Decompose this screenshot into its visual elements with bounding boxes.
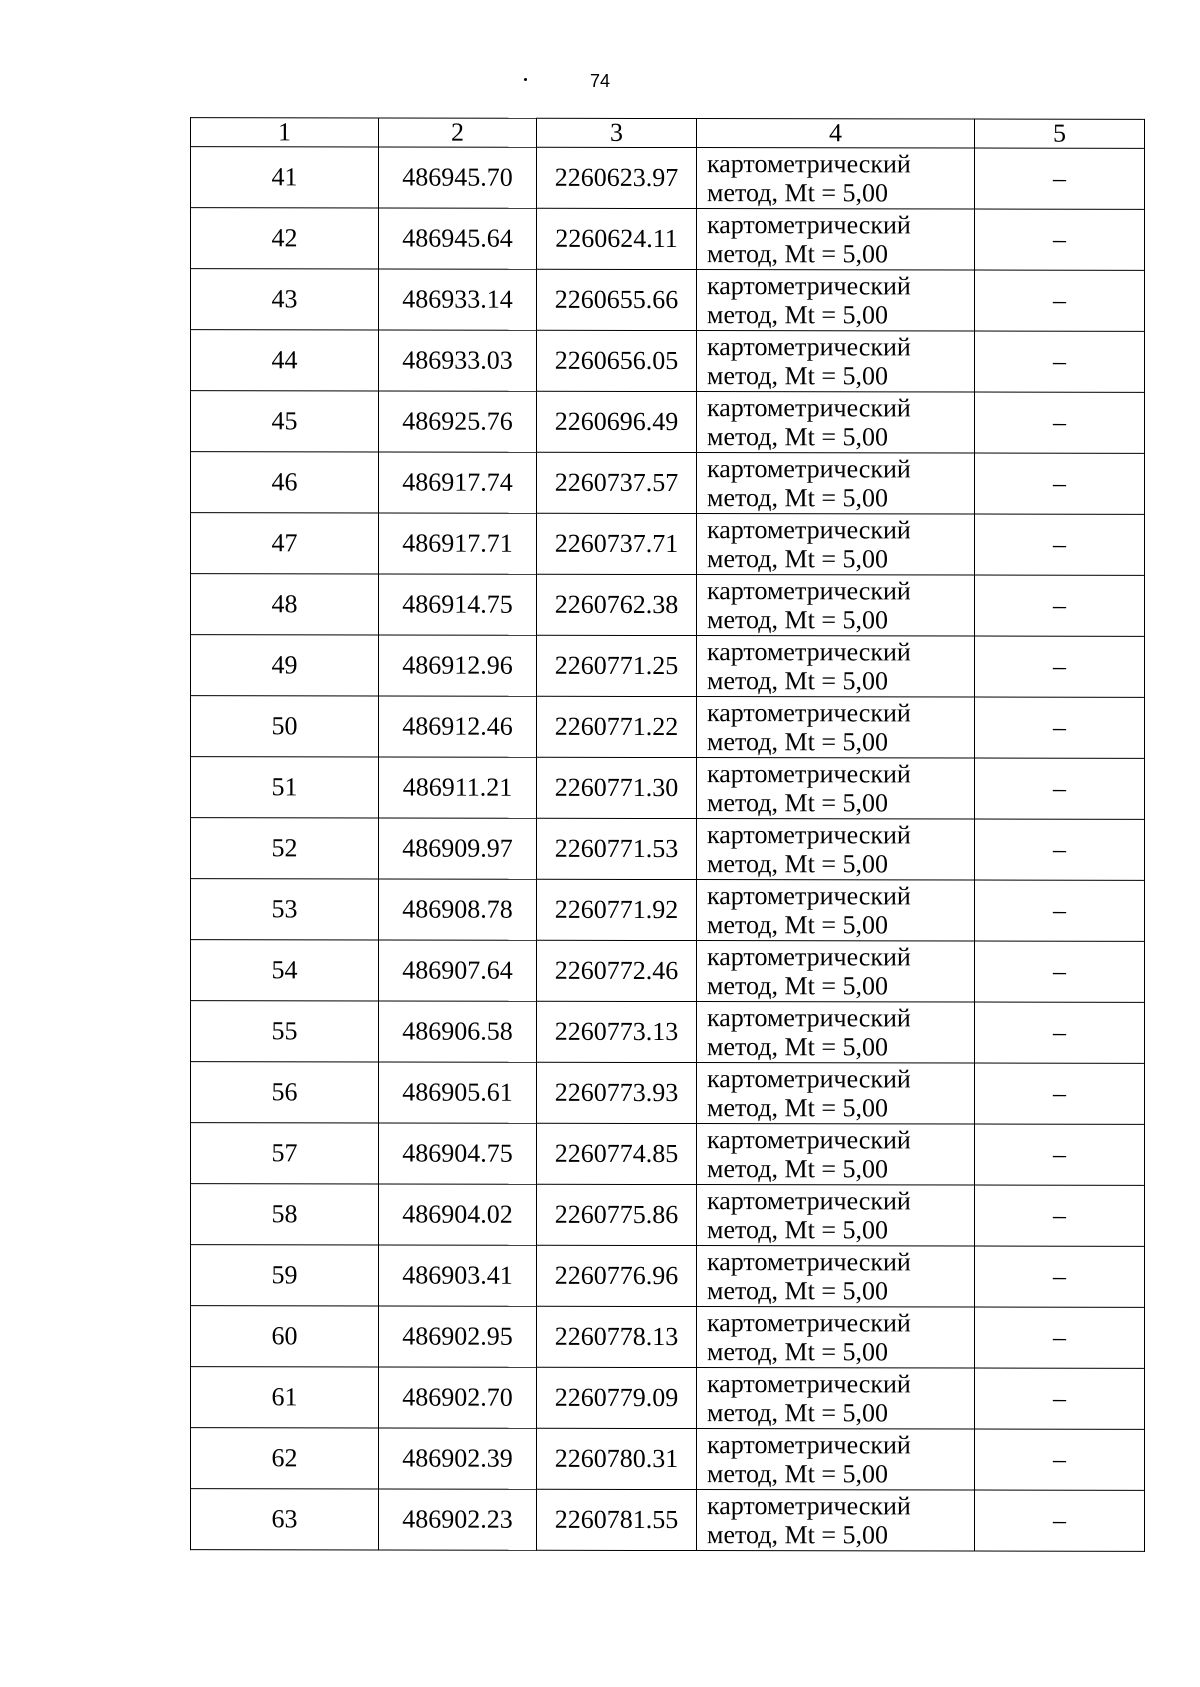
- method-line-2: метод, Mt = 5,00: [707, 361, 888, 391]
- x-coordinate-cell: 486917.74: [379, 452, 537, 513]
- method-cell: [697, 1185, 975, 1246]
- y-coordinate-cell: 2260623.97: [537, 147, 697, 208]
- method-line-2: метод, Mt = 5,00: [707, 1154, 888, 1184]
- y-coordinate-cell: 2260772.46: [537, 940, 697, 1001]
- y-coordinate-cell: 2260779.09: [537, 1367, 697, 1428]
- method-cell: [697, 1429, 975, 1490]
- point-number-cell: 50: [191, 696, 379, 757]
- method-line-2: метод, Mt = 5,00: [707, 1398, 888, 1428]
- column-5-cell: –: [975, 636, 1145, 697]
- y-coordinate-cell: 2260771.53: [537, 818, 697, 879]
- method-cell: [697, 270, 975, 331]
- header-col-2: 2: [379, 118, 537, 147]
- method-cell: [697, 941, 975, 1002]
- table-row: [191, 1489, 1145, 1552]
- column-5-cell: –: [975, 392, 1145, 453]
- x-coordinate-cell: 486917.71: [379, 513, 537, 574]
- point-number-cell: 46: [191, 452, 379, 513]
- table-row: [191, 269, 1145, 332]
- table-row: [191, 635, 1145, 698]
- x-coordinate-cell: 486912.96: [379, 635, 537, 696]
- y-coordinate-cell: 2260774.85: [537, 1123, 697, 1184]
- header-col-4: 4: [697, 119, 975, 148]
- header-col-1: 1: [191, 118, 379, 147]
- method-cell: [697, 636, 975, 697]
- point-number-cell: 55: [191, 1001, 379, 1062]
- table-row: [191, 940, 1145, 1003]
- method-cell: [697, 819, 975, 880]
- y-coordinate-cell: 2260775.86: [537, 1184, 697, 1245]
- method-line-2: метод, Mt = 5,00: [707, 849, 888, 879]
- method-cell: [697, 1368, 975, 1429]
- point-number-cell: 42: [191, 208, 379, 269]
- point-number-cell: 52: [191, 818, 379, 879]
- method-cell: [697, 1063, 975, 1124]
- point-number-cell: 54: [191, 940, 379, 1001]
- method-line-2: метод, Mt = 5,00: [707, 483, 888, 513]
- method-line-1: картометрический: [707, 942, 911, 972]
- x-coordinate-cell: 486945.64: [379, 208, 537, 269]
- x-coordinate-cell: 486904.02: [379, 1184, 537, 1245]
- method-line-2: метод, Mt = 5,00: [707, 727, 888, 757]
- table-row: [191, 1367, 1145, 1430]
- method-line-2: метод, Mt = 5,00: [707, 300, 888, 330]
- method-line-1: картометрический: [707, 1064, 911, 1094]
- table-header-row: [191, 118, 1145, 149]
- y-coordinate-cell: 2260655.66: [537, 269, 697, 330]
- method-line-2: метод, Mt = 5,00: [707, 1459, 888, 1489]
- x-coordinate-cell: 486905.61: [379, 1062, 537, 1123]
- point-number-cell: 44: [191, 330, 379, 391]
- y-coordinate-cell: 2260771.22: [537, 696, 697, 757]
- method-line-2: метод, Mt = 5,00: [707, 971, 888, 1001]
- method-line-2: метод, Mt = 5,00: [707, 1520, 888, 1550]
- point-number-cell: 41: [191, 147, 379, 208]
- column-5-cell: –: [975, 819, 1145, 880]
- x-coordinate-cell: 486906.58: [379, 1001, 537, 1062]
- method-line-1: картометрический: [707, 271, 911, 301]
- column-5-cell: –: [975, 697, 1145, 758]
- method-line-1: картометрический: [707, 210, 911, 240]
- x-coordinate-cell: 486911.21: [379, 757, 537, 818]
- point-number-cell: 56: [191, 1062, 379, 1123]
- method-cell: [697, 392, 975, 453]
- y-coordinate-cell: 2260696.49: [537, 391, 697, 452]
- method-cell: [697, 1124, 975, 1185]
- point-number-cell: 47: [191, 513, 379, 574]
- table-row: [191, 1001, 1145, 1064]
- method-line-1: картометрический: [707, 1369, 911, 1399]
- table-row: [191, 1062, 1145, 1125]
- column-5-cell: –: [975, 1368, 1145, 1429]
- x-coordinate-cell: 486907.64: [379, 940, 537, 1001]
- method-line-1: картометрический: [707, 393, 911, 423]
- y-coordinate-cell: 2260776.96: [537, 1245, 697, 1306]
- x-coordinate-cell: 486933.03: [379, 330, 537, 391]
- method-line-1: картометрический: [707, 576, 911, 606]
- method-line-1: картометрический: [707, 637, 911, 667]
- column-5-cell: –: [975, 941, 1145, 1002]
- method-cell: [697, 1002, 975, 1063]
- table-row: [191, 1428, 1145, 1491]
- point-number-cell: 51: [191, 757, 379, 818]
- x-coordinate-cell: 486902.95: [379, 1306, 537, 1367]
- method-line-1: картометрический: [707, 1125, 911, 1155]
- header-col-3: 3: [537, 118, 697, 147]
- point-number-cell: 45: [191, 391, 379, 452]
- x-coordinate-cell: 486925.76: [379, 391, 537, 452]
- method-cell: [697, 1246, 975, 1307]
- y-coordinate-cell: 2260771.92: [537, 879, 697, 940]
- table-row: [191, 513, 1145, 576]
- method-line-1: картометрический: [707, 1491, 911, 1521]
- x-coordinate-cell: 486909.97: [379, 818, 537, 879]
- method-cell: [697, 575, 975, 636]
- point-number-cell: 53: [191, 879, 379, 940]
- y-coordinate-cell: 2260737.57: [537, 452, 697, 513]
- y-coordinate-cell: 2260773.13: [537, 1001, 697, 1062]
- method-cell: [697, 697, 975, 758]
- method-line-2: метод, Mt = 5,00: [707, 422, 888, 452]
- table-row: [191, 147, 1145, 210]
- column-5-cell: –: [975, 148, 1145, 209]
- coordinates-table: [190, 117, 1145, 1552]
- method-line-2: метод, Mt = 5,00: [707, 178, 888, 208]
- method-cell: [697, 1490, 975, 1551]
- x-coordinate-cell: 486904.75: [379, 1123, 537, 1184]
- table-row: [191, 818, 1145, 881]
- x-coordinate-cell: 486908.78: [379, 879, 537, 940]
- method-line-1: картометрический: [707, 1186, 911, 1216]
- y-coordinate-cell: 2260780.31: [537, 1428, 697, 1489]
- method-line-1: картометрический: [707, 1247, 911, 1277]
- table-row: [191, 757, 1145, 820]
- column-5-cell: –: [975, 1490, 1145, 1551]
- point-number-cell: 63: [191, 1489, 379, 1550]
- column-5-cell: –: [975, 880, 1145, 941]
- method-line-1: картометрический: [707, 1003, 911, 1033]
- table-row: [191, 452, 1145, 515]
- point-number-cell: 49: [191, 635, 379, 696]
- method-cell: [697, 148, 975, 209]
- table-row: [191, 208, 1145, 271]
- method-cell: [697, 880, 975, 941]
- method-cell: [697, 331, 975, 392]
- point-number-cell: 60: [191, 1306, 379, 1367]
- column-5-cell: –: [975, 453, 1145, 514]
- method-line-1: картометрический: [707, 759, 911, 789]
- method-line-1: картометрический: [707, 1430, 911, 1460]
- method-line-2: метод, Mt = 5,00: [707, 666, 888, 696]
- table-row: [191, 330, 1145, 393]
- y-coordinate-cell: 2260771.30: [537, 757, 697, 818]
- table-row: [191, 391, 1145, 454]
- column-5-cell: –: [975, 209, 1145, 270]
- column-5-cell: –: [975, 270, 1145, 331]
- point-number-cell: 57: [191, 1123, 379, 1184]
- x-coordinate-cell: 486945.70: [379, 147, 537, 208]
- column-5-cell: –: [975, 1246, 1145, 1307]
- method-cell: [697, 453, 975, 514]
- column-5-cell: –: [975, 1185, 1145, 1246]
- table-row: [191, 879, 1145, 942]
- column-5-cell: –: [975, 1124, 1145, 1185]
- column-5-cell: –: [975, 1429, 1145, 1490]
- header-col-5: 5: [975, 119, 1145, 148]
- method-cell: [697, 514, 975, 575]
- table-row: [191, 696, 1145, 759]
- method-line-1: картометрический: [707, 454, 911, 484]
- method-line-1: картометрический: [707, 698, 911, 728]
- method-line-2: метод, Mt = 5,00: [707, 544, 888, 574]
- y-coordinate-cell: 2260773.93: [537, 1062, 697, 1123]
- method-line-2: метод, Mt = 5,00: [707, 239, 888, 269]
- point-number-cell: 48: [191, 574, 379, 635]
- method-line-1: картометрический: [707, 820, 911, 850]
- x-coordinate-cell: 486902.70: [379, 1367, 537, 1428]
- column-5-cell: –: [975, 514, 1145, 575]
- point-number-cell: 58: [191, 1184, 379, 1245]
- column-5-cell: –: [975, 1307, 1145, 1368]
- y-coordinate-cell: 2260624.11: [537, 208, 697, 269]
- method-cell: [697, 1307, 975, 1368]
- table-row: [191, 1245, 1145, 1308]
- x-coordinate-cell: 486903.41: [379, 1245, 537, 1306]
- column-5-cell: –: [975, 1063, 1145, 1124]
- table-row: [191, 1184, 1145, 1247]
- column-5-cell: –: [975, 575, 1145, 636]
- y-coordinate-cell: 2260778.13: [537, 1306, 697, 1367]
- method-line-2: метод, Mt = 5,00: [707, 1093, 888, 1123]
- method-line-1: картометрический: [707, 332, 911, 362]
- method-line-2: метод, Mt = 5,00: [707, 1215, 888, 1245]
- table-body: [191, 147, 1145, 1552]
- point-number-cell: 61: [191, 1367, 379, 1428]
- point-number-cell: 62: [191, 1428, 379, 1489]
- scan-artifact-dot: [524, 78, 527, 81]
- x-coordinate-cell: 486912.46: [379, 696, 537, 757]
- method-line-2: метод, Mt = 5,00: [707, 1337, 888, 1367]
- method-line-1: картометрический: [707, 149, 911, 179]
- method-line-2: метод, Mt = 5,00: [707, 788, 888, 818]
- method-cell: [697, 758, 975, 819]
- y-coordinate-cell: 2260656.05: [537, 330, 697, 391]
- method-line-2: метод, Mt = 5,00: [707, 1032, 888, 1062]
- y-coordinate-cell: 2260781.55: [537, 1489, 697, 1550]
- method-line-1: картометрический: [707, 1308, 911, 1338]
- method-line-1: картометрический: [707, 881, 911, 911]
- x-coordinate-cell: 486933.14: [379, 269, 537, 330]
- y-coordinate-cell: 2260771.25: [537, 635, 697, 696]
- column-5-cell: –: [975, 331, 1145, 392]
- method-line-2: метод, Mt = 5,00: [707, 910, 888, 940]
- y-coordinate-cell: 2260737.71: [537, 513, 697, 574]
- page-number: 74: [589, 71, 611, 91]
- method-cell: [697, 209, 975, 270]
- method-line-2: метод, Mt = 5,00: [707, 605, 888, 635]
- method-line-1: картометрический: [707, 515, 911, 545]
- column-5-cell: –: [975, 758, 1145, 819]
- x-coordinate-cell: 486902.23: [379, 1489, 537, 1550]
- point-number-cell: 59: [191, 1245, 379, 1306]
- x-coordinate-cell: 486902.39: [379, 1428, 537, 1489]
- x-coordinate-cell: 486914.75: [379, 574, 537, 635]
- table-row: [191, 1306, 1145, 1369]
- method-line-2: метод, Mt = 5,00: [707, 1276, 888, 1306]
- point-number-cell: 43: [191, 269, 379, 330]
- column-5-cell: –: [975, 1002, 1145, 1063]
- table-row: [191, 574, 1145, 637]
- y-coordinate-cell: 2260762.38: [537, 574, 697, 635]
- table-row: [191, 1123, 1145, 1186]
